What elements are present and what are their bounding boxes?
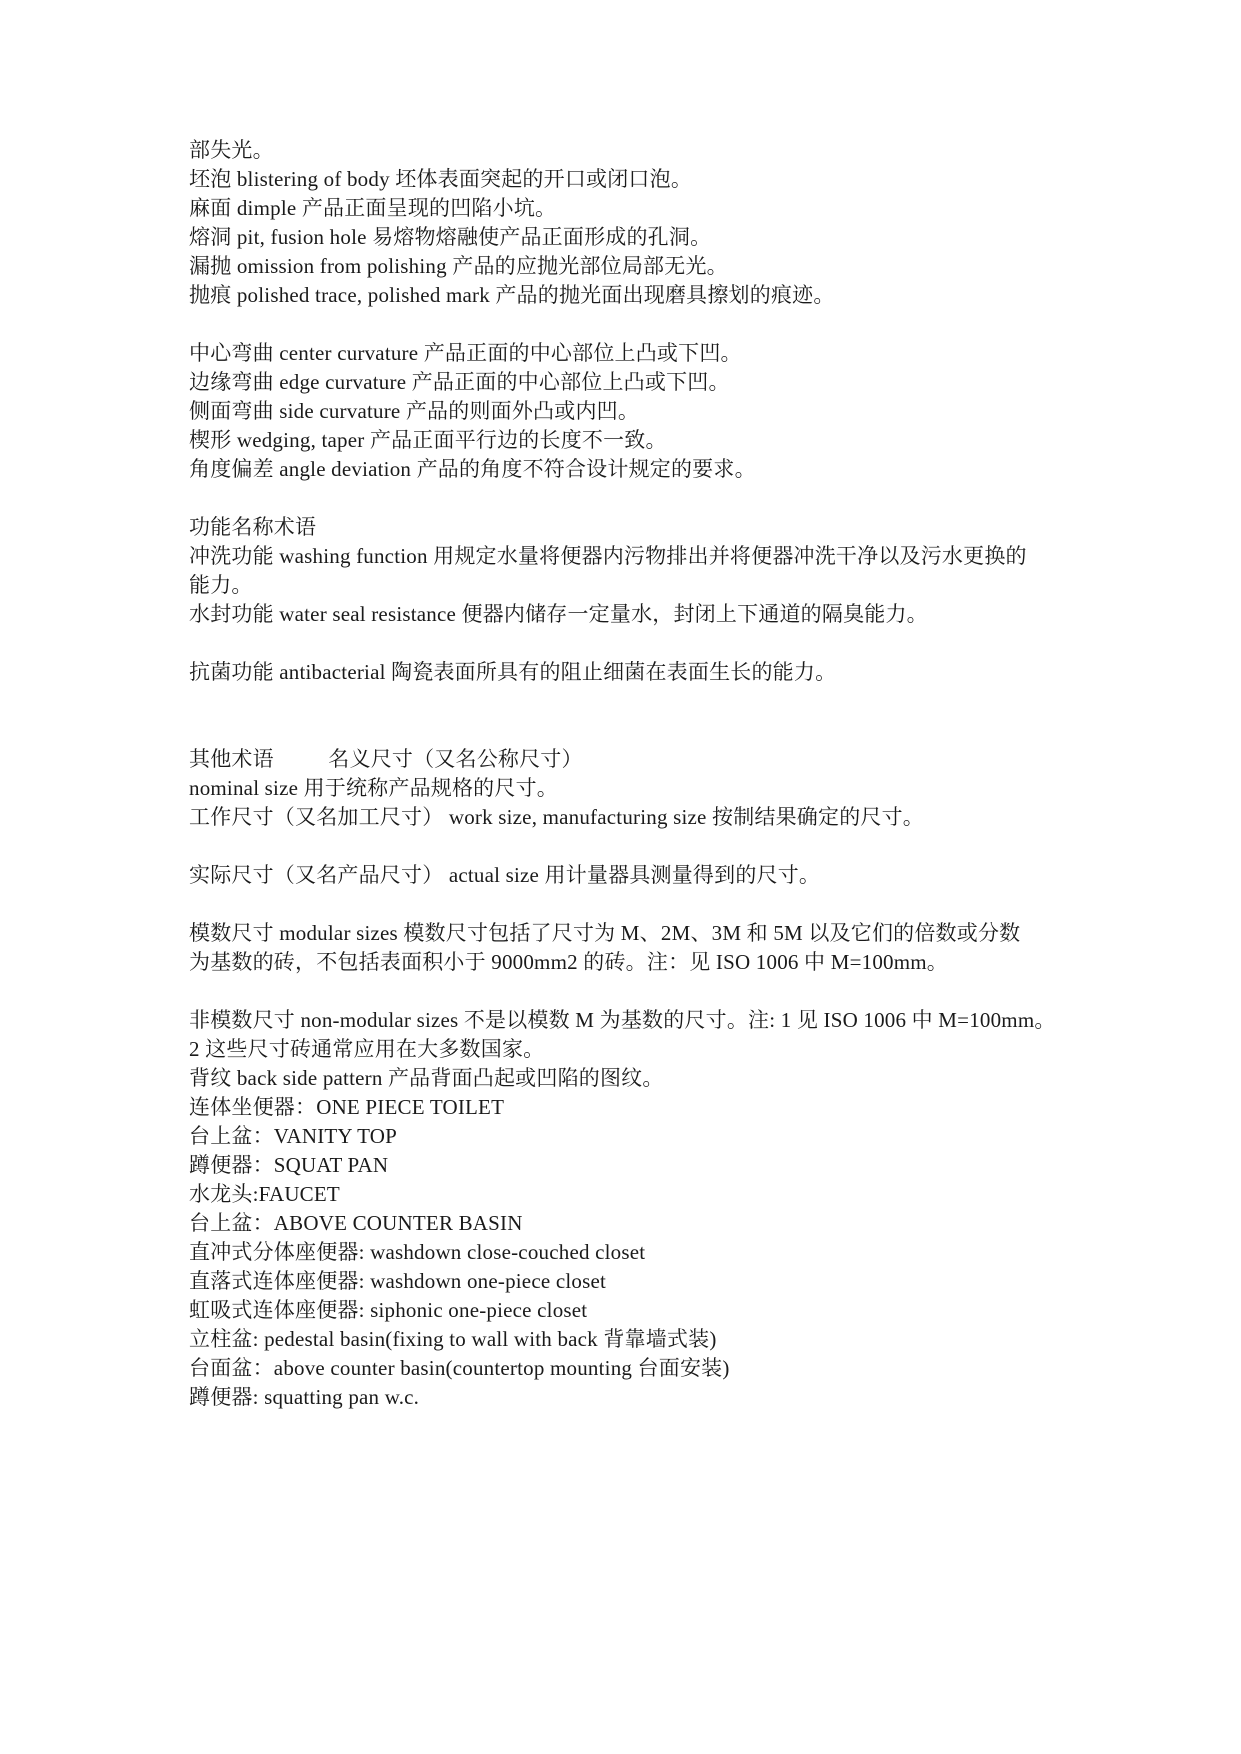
- text-line: 角度偏差 angle deviation 产品的角度不符合设计规定的要求。: [189, 457, 756, 481]
- text-line: 台上盆：VANITY TOP: [189, 1124, 397, 1148]
- text-line: 非模数尺寸 non-modular sizes 不是以模数 M 为基数的尺寸。注: 1 见 ISO 1006 中 M=100mm。: [189, 1008, 1056, 1032]
- text-line: 为基数的砖，不包括表面积小于 9000mm2 的砖。注：见 ISO 1006 中 M=100mm。: [189, 950, 948, 974]
- text-line: 水龙头:FAUCET: [189, 1182, 340, 1206]
- text-line: 实际尺寸（又名产品尺寸） actual size 用计量器具测量得到的尺寸。: [189, 863, 821, 887]
- text-line: 漏抛 omission from polishing 产品的应抛光部位局部无光。: [189, 254, 728, 278]
- text-line: 工作尺寸（又名加工尺寸） work size, manufacturing size 按制结果确定的尺寸。: [189, 805, 925, 829]
- text-line: 直落式连体座便器: washdown one-piece closet: [189, 1269, 607, 1293]
- text-line: 熔洞 pit, fusion hole 易熔物熔融使产品正面形成的孔洞。: [189, 225, 712, 249]
- text-line: 中心弯曲 center curvature 产品正面的中心部位上凸或下凹。: [189, 341, 742, 365]
- text-line: 蹲便器：SQUAT PAN: [189, 1153, 389, 1177]
- text-line: 台面盆：above counter basin(countertop mounting 台面安装): [189, 1356, 730, 1380]
- text-line: 楔形 wedging, taper 产品正面平行边的长度不一致。: [189, 428, 667, 452]
- text-line: 立柱盆: pedestal basin(fixing to wall with back 背靠墙式装): [189, 1327, 717, 1351]
- text-line: 连体坐便器：ONE PIECE TOILET: [189, 1095, 505, 1119]
- text-line: 直冲式分体座便器: washdown close-couched closet: [189, 1240, 646, 1264]
- text-line: 模数尺寸 modular sizes 模数尺寸包括了尺寸为 M、2M、3M 和 5M 以及它们的倍数或分数: [189, 921, 1021, 945]
- section-heading: 其他术语 名义尺寸（又名公称尺寸）: [189, 747, 583, 771]
- text-line: 部失光。: [189, 138, 274, 162]
- section-heading: 功能名称术语: [189, 515, 317, 539]
- text-line: 坯泡 blistering of body 坯体表面突起的开口或闭口泡。: [189, 167, 693, 191]
- text-line: 抛痕 polished trace, polished mark 产品的抛光面出现磨具擦划的痕迹。: [189, 283, 835, 307]
- text-line: 麻面 dimple 产品正面呈现的凹陷小坑。: [189, 196, 557, 220]
- text-line: 抗菌功能 antibacterial 陶瓷表面所具有的阻止细菌在表面生长的能力。: [189, 660, 837, 684]
- text-line: 背纹 back side pattern 产品背面凸起或凹陷的图纹。: [189, 1066, 664, 1090]
- text-line: 能力。: [189, 573, 253, 597]
- text-line: 蹲便器: squatting pan w.c.: [189, 1385, 420, 1409]
- text-line: nominal size 用于统称产品规格的尺寸。: [189, 776, 558, 800]
- text-line: 侧面弯曲 side curvature 产品的则面外凸或内凹。: [189, 399, 640, 423]
- text-line: 虹吸式连体座便器: siphonic one-piece closet: [189, 1298, 588, 1322]
- text-line: 冲洗功能 washing function 用规定水量将便器内污物排出并将便器冲洗干净以及污水更换的: [189, 544, 1027, 568]
- text-line: 水封功能 water seal resistance 便器内储存一定量水，封闭上下通道的隔臭能力。: [189, 602, 928, 626]
- text-line: 台上盆：ABOVE COUNTER BASIN: [189, 1211, 523, 1235]
- text-line: 2 这些尺寸砖通常应用在大多数国家。: [189, 1037, 545, 1061]
- text-line: 边缘弯曲 edge curvature 产品正面的中心部位上凸或下凹。: [189, 370, 730, 394]
